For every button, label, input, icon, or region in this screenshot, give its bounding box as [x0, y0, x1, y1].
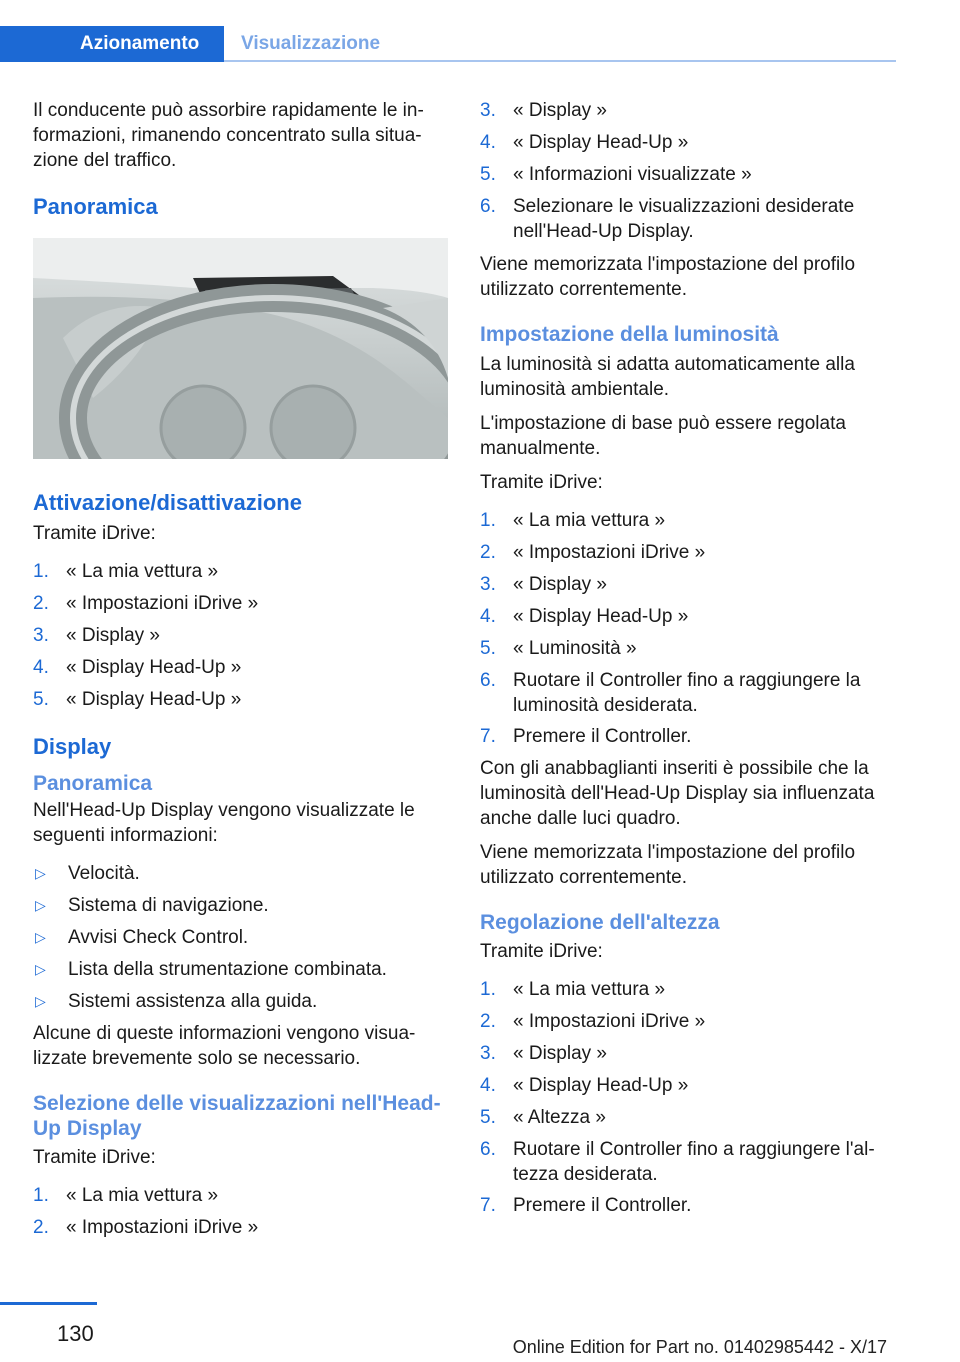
step-item	[480, 98, 898, 130]
header-rule	[224, 60, 896, 62]
display-overview-heading: Panoramica	[33, 772, 153, 795]
step-item	[33, 623, 451, 655]
step-number: 5.	[480, 1107, 496, 1128]
step-item	[480, 194, 898, 250]
step-number: 6.	[480, 196, 496, 217]
header-tabs	[0, 26, 879, 62]
step-text: « Altezza »	[513, 1107, 606, 1128]
step-text: « La mia vettura »	[513, 510, 666, 531]
brightness-steps-list	[480, 508, 898, 756]
step-item	[480, 1105, 898, 1137]
step-text: Ruotare il Controller fino a raggiungere la luminosità desiderata.	[513, 670, 861, 716]
step-item	[480, 1193, 898, 1225]
step-text: « Display Head-Up »	[66, 689, 242, 710]
triangle-bullet-icon: ▷	[35, 865, 46, 881]
selection-steps-list	[33, 1183, 451, 1247]
step-number: 7.	[480, 726, 496, 747]
step-text: Premere il Controller.	[513, 726, 692, 747]
step-number: 4.	[480, 606, 496, 627]
step-item	[480, 162, 898, 194]
left-column	[33, 98, 451, 1253]
step-item	[480, 508, 898, 540]
step-item	[480, 604, 898, 636]
step-number: 5.	[33, 689, 49, 710]
step-item	[33, 1183, 451, 1215]
step-text: Ruotare il Controller fino a raggiungere l'al-tezza desiderata.	[513, 1139, 875, 1185]
display-info-list	[33, 861, 451, 1021]
step-item	[480, 1041, 898, 1073]
step-item	[480, 977, 898, 1009]
dashboard-illustration	[33, 238, 448, 459]
triangle-bullet-icon: ▷	[35, 993, 46, 1009]
overview-heading: Panoramica	[33, 194, 158, 219]
step-number: 2.	[480, 542, 496, 563]
step-item	[33, 687, 451, 719]
bullet-text: Sistemi assistenza alla guida.	[68, 991, 318, 1012]
brightness-paragraph-1: La luminosità si adatta automaticamente alla luminosità ambientale.	[480, 354, 855, 400]
bullet-item	[33, 893, 451, 925]
step-item	[480, 1073, 898, 1105]
brightness-paragraph-4: Viene memorizzata l'impostazione del profilo utilizzato correntemente.	[480, 842, 856, 888]
step-text: « Display Head-Up »	[66, 657, 242, 678]
step-text: « Informazioni visualizzate »	[513, 164, 752, 185]
activation-steps-list	[33, 559, 451, 719]
step-number: 2.	[33, 593, 49, 614]
bullet-text: Lista della strumentazione combinata.	[68, 959, 387, 980]
step-number: 3.	[480, 574, 496, 595]
step-text: « La mia vettura »	[513, 979, 666, 1000]
step-number: 2.	[33, 1217, 49, 1238]
brightness-paragraph-2: L'impostazione di base può essere regolata manualmente.	[480, 413, 846, 459]
step-number: 1.	[480, 510, 496, 531]
triangle-bullet-icon: ▷	[35, 897, 46, 913]
step-number: 4.	[480, 1075, 496, 1096]
bullet-text: Sistema di navigazione.	[68, 895, 269, 916]
height-steps-list	[480, 977, 898, 1225]
triangle-bullet-icon: ▷	[35, 961, 46, 977]
step-text: « Display Head-Up »	[513, 606, 689, 627]
step-item	[480, 636, 898, 668]
step-text: « Impostazioni iDrive »	[66, 1217, 259, 1238]
height-heading: Regolazione dell'altezza	[480, 911, 720, 934]
height-lead: Tramite iDrive:	[480, 941, 603, 962]
step-text: « Impostazioni iDrive »	[513, 1011, 706, 1032]
step-item	[480, 724, 898, 756]
selection-steps-continued-list	[480, 98, 898, 250]
step-text: « La mia vettura »	[66, 1185, 219, 1206]
intro-paragraph: Il conducente può assorbire rapidamente le in-formazioni, rimanendo concentrato sulla situa-zione del traffico.	[33, 100, 424, 171]
step-number: 3.	[33, 625, 49, 646]
edition-note: Online Edition for Part no. 01402985442 - X/17	[512, 1337, 887, 1357]
step-item	[33, 655, 451, 687]
display-note: Alcune di queste informazioni vengono visua-lizzate brevemente solo se necessario.	[33, 1023, 416, 1069]
triangle-bullet-icon: ▷	[35, 929, 46, 945]
brightness-lead: Tramite iDrive:	[480, 472, 603, 493]
activation-lead: Tramite iDrive:	[33, 523, 156, 544]
brightness-heading: Impostazione della luminosità	[480, 323, 779, 346]
step-number: 1.	[33, 1185, 49, 1206]
step-number: 6.	[480, 1139, 496, 1160]
tab-azionamento[interactable]: Azionamento	[0, 26, 224, 62]
step-text: « Impostazioni iDrive »	[66, 593, 259, 614]
selection-heading: Selezione delle visualizzazioni nell'Head-Up Display	[33, 1092, 441, 1140]
step-item	[480, 572, 898, 604]
step-item	[480, 1009, 898, 1041]
step-item	[480, 1137, 898, 1193]
step-text: « Display »	[513, 100, 607, 121]
step-item	[480, 668, 898, 724]
step-text: « Impostazioni iDrive »	[513, 542, 706, 563]
bullet-item	[33, 957, 451, 989]
step-number: 2.	[480, 1011, 496, 1032]
selection-lead: Tramite iDrive:	[33, 1147, 156, 1168]
step-text: « Display Head-Up »	[513, 1075, 689, 1096]
step-text: « Display »	[66, 625, 160, 646]
step-number: 4.	[33, 657, 49, 678]
selection-note: Viene memorizzata l'impostazione del profilo utilizzato correntemente.	[480, 254, 856, 300]
step-number: 1.	[480, 979, 496, 1000]
step-number: 3.	[480, 1043, 496, 1064]
footer-rule	[0, 1302, 97, 1305]
display-heading: Display	[33, 734, 112, 759]
step-text: Premere il Controller.	[513, 1195, 692, 1216]
step-number: 3.	[480, 100, 496, 121]
step-text: « Luminosità »	[513, 638, 637, 659]
step-number: 5.	[480, 164, 496, 185]
bullet-item	[33, 989, 451, 1021]
right-column	[480, 98, 898, 1231]
step-number: 6.	[480, 670, 496, 691]
page-number: 130	[57, 1321, 94, 1346]
step-item	[480, 540, 898, 572]
step-text: « La mia vettura »	[66, 561, 219, 582]
bullet-text: Velocità.	[68, 863, 140, 884]
bullet-item	[33, 861, 451, 893]
brightness-paragraph-3: Con gli anabbaglianti inseriti è possibile che la luminosità dell'Head-Up Display sia influenzata anche dalle luci quadro.	[480, 758, 875, 829]
step-number: 4.	[480, 132, 496, 153]
display-lead: Nell'Head-Up Display vengono visualizzate le seguenti informazioni:	[33, 800, 415, 846]
step-number: 1.	[33, 561, 49, 582]
step-item	[480, 130, 898, 162]
step-item	[33, 559, 451, 591]
bullet-text: Avvisi Check Control.	[68, 927, 249, 948]
tab-visualizzazione[interactable]: Visualizzazione	[241, 33, 381, 54]
bullet-item	[33, 925, 451, 957]
step-item	[33, 1215, 451, 1247]
step-text: « Display Head-Up »	[513, 132, 689, 153]
step-text: Selezionare le visualizzazioni desiderate nell'Head-Up Display.	[513, 196, 855, 242]
step-text: « Display »	[513, 1043, 607, 1064]
head-up-display-figure	[33, 238, 448, 459]
step-number: 5.	[480, 638, 496, 659]
step-text: « Display »	[513, 574, 607, 595]
step-item	[33, 591, 451, 623]
activation-heading: Attivazione/disattivazione	[33, 490, 302, 515]
step-number: 7.	[480, 1195, 496, 1216]
